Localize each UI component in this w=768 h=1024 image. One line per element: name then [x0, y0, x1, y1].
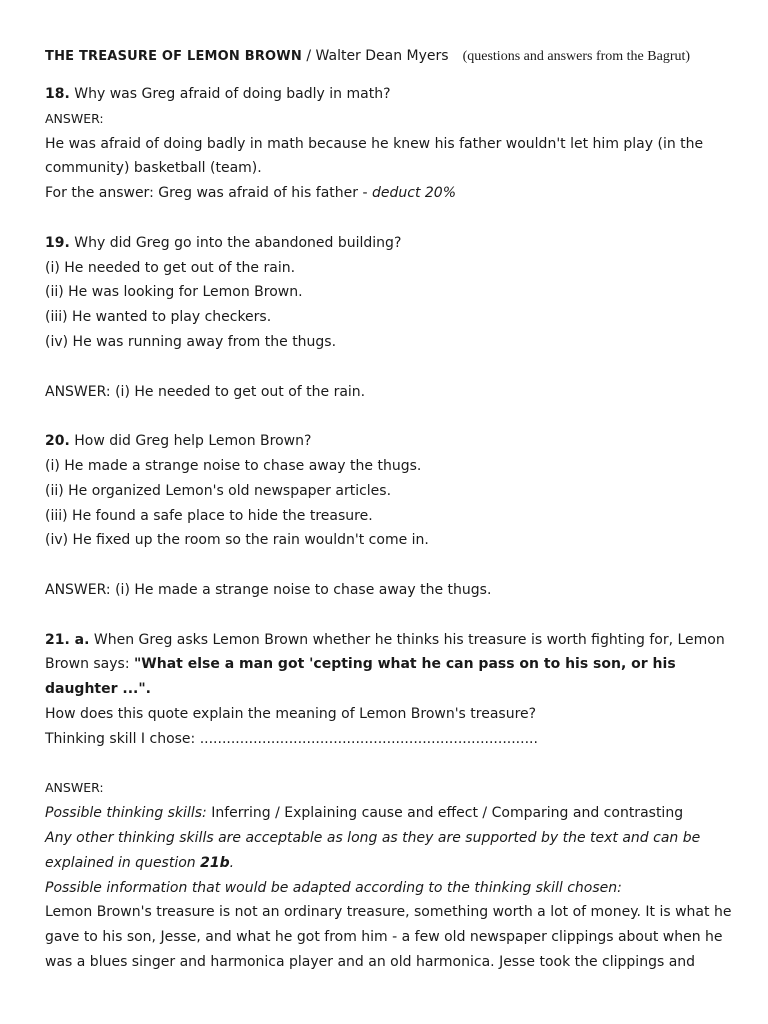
answer-text: ANSWER: (i) He needed to get out of the rain.	[45, 383, 366, 400]
answer-label: ANSWER:	[45, 110, 104, 126]
question-text: Why did Greg go into the abandoned building?	[69, 234, 402, 251]
grading-note: Possible information that would be adapted according to the thinking skill chosen:	[45, 879, 622, 896]
option-item: (iii) He found a safe place to hide the treasure.	[45, 507, 373, 524]
question-18	[45, 82, 735, 206]
answer-text: ANSWER: (i) He made a strange noise to chase away the thugs.	[45, 581, 492, 598]
source-note: (questions and answers from the Bagrut)	[462, 49, 691, 64]
grading-note: For the answer: Greg was afraid of his father - deduct 20%	[45, 185, 456, 202]
option-item: (ii) He was looking for Lemon Brown.	[45, 284, 303, 301]
quote-text: daughter ...".	[45, 681, 151, 698]
question-text: How did Greg help Lemon Brown?	[69, 433, 312, 450]
question-20	[45, 429, 735, 603]
document-header	[45, 44, 735, 68]
answer-text: community) basketball (team).	[45, 160, 262, 177]
grading-note: Any other thinking skills are acceptable as long as they are supported by the text and can be	[45, 829, 701, 846]
possible-skills: Inferring / Explaining cause and effect / Comparing and contrasting	[206, 805, 684, 822]
option-item: (iv) He fixed up the room so the rain wouldn't come in.	[45, 532, 429, 549]
question-number: 18.	[45, 86, 70, 102]
document-page	[45, 44, 735, 975]
story-author: / Walter Dean Myers	[301, 48, 449, 64]
question-21: 21. a. When Greg asks Lemon Brown whether he thinks his treasure is worth fighting for, Lemon Brown says: "What else a man got 'cepting what he can pass on to his son, or his daughter ...". How does this quote explain the meaning of Lemon Brown's treasure? Thinking skill I chose: ............................................................................ ANSWER: Possible thinking skills: Inferring / Explaining cause and effect / Comparing and contrasting Any other thinking skills are acceptable as long as they are supported by the text and can be explained in question 21b. Possible information that would be adapted according to the thinking skill chosen: Lemon Brown's treasure is not an ordinary treasure, something worth a lot of money. It is what he gave to his son, Jesse, and what he got from him - a few old newspaper clippings about when he was a blues singer and harmonica player and an old harmonica. Jesse took the clippings and	[45, 628, 735, 975]
option-item: (i) He made a strange noise to chase away the thugs.	[45, 457, 422, 474]
answer-text: Lemon Brown's treasure is not an ordinary treasure, something worth a lot of money. It is what he	[45, 904, 732, 921]
question-text: Why was Greg afraid of doing badly in math?	[69, 86, 391, 102]
possible-skills-label: Possible thinking skills:	[45, 805, 207, 822]
option-item: (i) He needed to get out of the rain.	[45, 259, 296, 276]
answer-text: gave to his son, Jesse, and what he got from him - a few old newspaper clippings about when he	[45, 929, 723, 946]
question-number: 21. a.	[45, 631, 90, 648]
story-title: THE TREASURE OF LEMON BROWN	[45, 49, 302, 64]
question-19	[45, 231, 735, 405]
option-item: (iv) He was running away from the thugs.	[45, 333, 337, 350]
grading-note: explained in question 21b.	[45, 854, 235, 871]
question-text: When Greg asks Lemon Brown whether he thinks his treasure is worth fighting for, Lemon	[89, 631, 725, 648]
answer-text: was a blues singer and harmonica player and an old harmonica. Jesse took the clippings and	[45, 953, 696, 970]
skill-fill-line: Thinking skill I chose: ............................................................................	[45, 730, 538, 747]
answer-text: He was afraid of doing badly in math because he knew his father wouldn't let him play (in the	[45, 135, 704, 152]
question-number: 19.	[45, 234, 70, 251]
option-item: (ii) He organized Lemon's old newspaper articles.	[45, 482, 392, 499]
answer-label: ANSWER:	[45, 780, 104, 796]
option-item: (iii) He wanted to play checkers.	[45, 309, 272, 326]
question-text: How does this quote explain the meaning of Lemon Brown's treasure?	[45, 705, 537, 722]
quote-text: "What else a man got 'cepting what he can pass on to his son, or his	[134, 656, 676, 673]
question-number: 20.	[45, 433, 70, 450]
